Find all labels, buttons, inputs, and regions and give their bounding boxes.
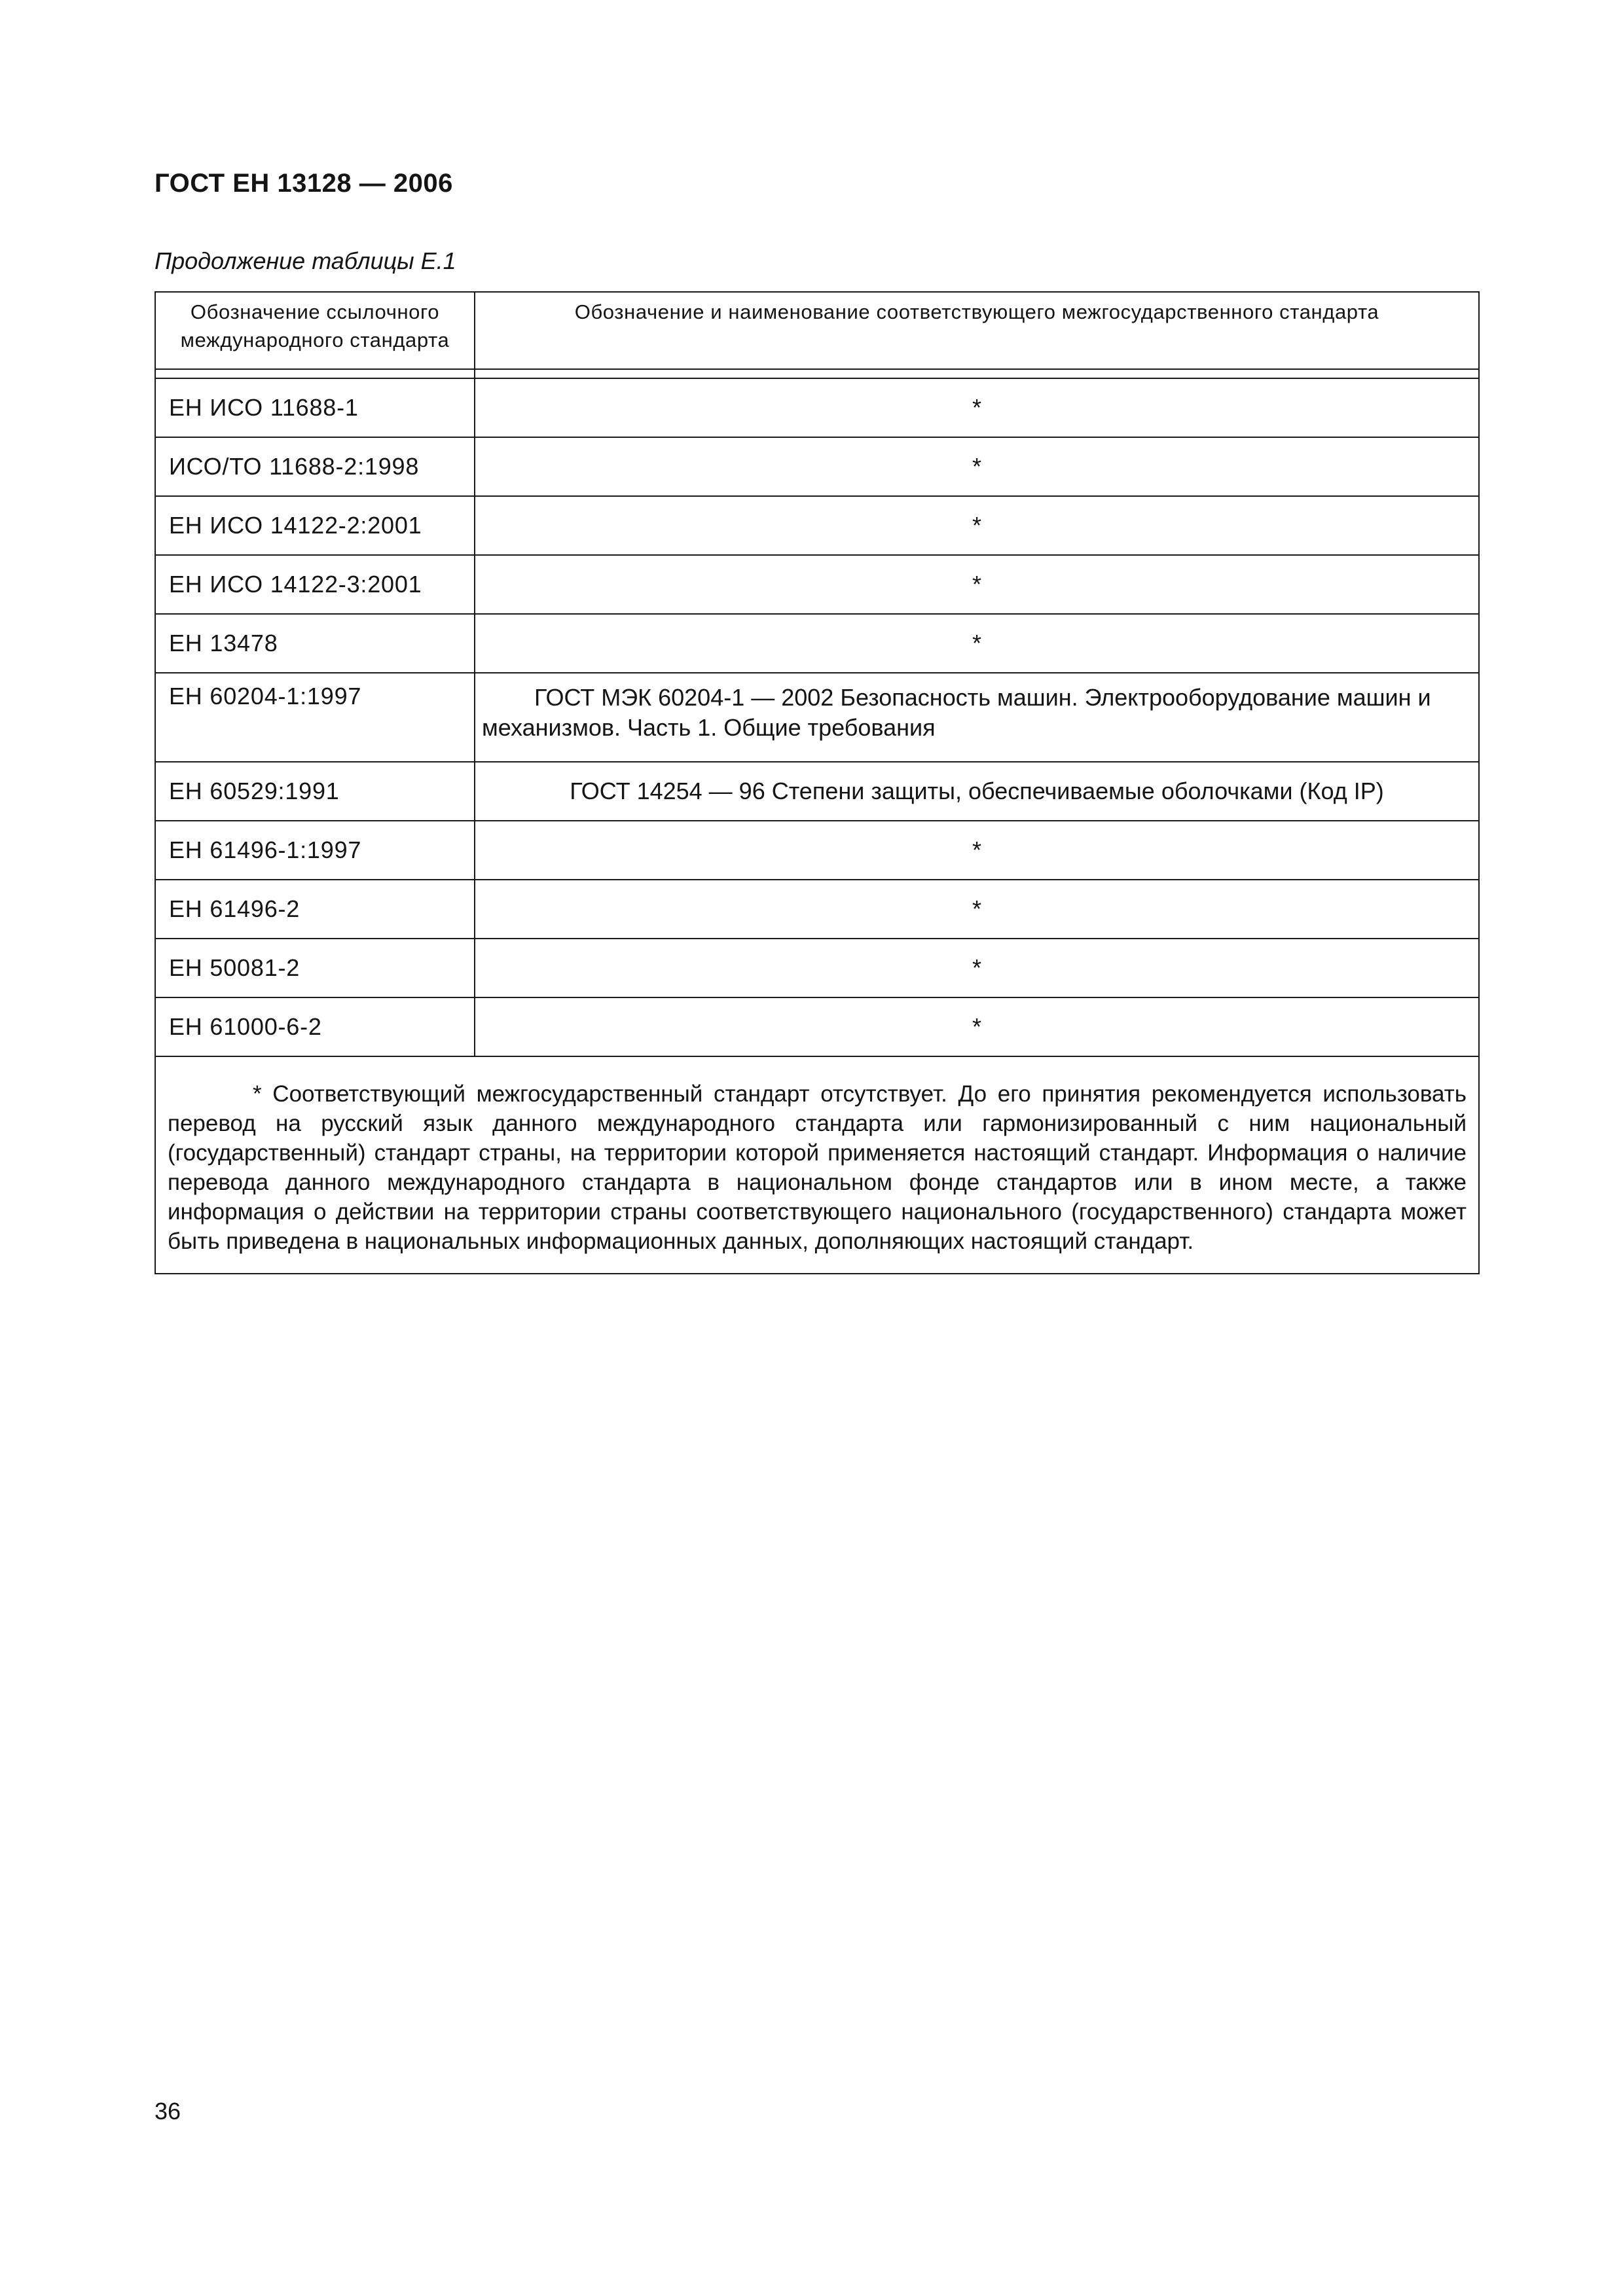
document-title: ГОСТ ЕН 13128 — 2006 [155, 169, 453, 198]
table-row [155, 821, 1479, 880]
interstate-standard-name: ГОСТ 14254 — 96 Степени защиты, обеспечиваемые оболочками (Код IP) [475, 762, 1479, 821]
footnote-row [155, 1056, 1479, 1274]
table-header-row [155, 292, 1479, 369]
interstate-standard-name: * [475, 880, 1479, 939]
interstate-standard-name: * [475, 437, 1479, 496]
ref-standard-code: ЕН 61496-1:1997 [155, 821, 475, 880]
standards-table [155, 291, 1480, 1274]
interstate-standard-name: * [475, 378, 1479, 437]
column-header-interstate-standard: Обозначение и наименование соответствующего межгосударственного стандарта [475, 292, 1479, 369]
interstate-standard-name: * [475, 614, 1479, 673]
ref-standard-code: ЕН ИСО 11688-1 [155, 378, 475, 437]
table-row [155, 997, 1479, 1056]
table-row [155, 939, 1479, 997]
interstate-standard-name: ГОСТ МЭК 60204-1 — 2002 Безопасность машин. Электрооборудование машин и механизмов. Часть 1. Общие требования [475, 673, 1479, 762]
table-caption: Продолжение таблицы Е.1 [155, 247, 456, 274]
table-row [155, 880, 1479, 939]
ref-standard-code: ЕН 61496-2 [155, 880, 475, 939]
ref-standard-code: ЕН 60204-1:1997 [155, 673, 475, 762]
table-row [155, 378, 1479, 437]
ref-standard-code: ЕН 13478 [155, 614, 475, 673]
ref-standard-code: ЕН 60529:1991 [155, 762, 475, 821]
interstate-standard-name: * [475, 555, 1479, 614]
ref-standard-code: ЕН 50081-2 [155, 939, 475, 997]
table-row [155, 437, 1479, 496]
interstate-standard-name: * [475, 821, 1479, 880]
table-row [155, 673, 1479, 762]
ref-standard-code: ИСО/ТО 11688-2:1998 [155, 437, 475, 496]
ref-standard-code: ЕН ИСО 14122-2:2001 [155, 496, 475, 555]
page-number: 36 [155, 2098, 181, 2125]
interstate-standard-name: * [475, 939, 1479, 997]
ref-standard-code: ЕН 61000-6-2 [155, 997, 475, 1056]
interstate-standard-name: * [475, 496, 1479, 555]
header-separator [155, 369, 1479, 378]
table-row [155, 496, 1479, 555]
table-row [155, 555, 1479, 614]
interstate-standard-name: * [475, 997, 1479, 1056]
ref-standard-code: ЕН ИСО 14122-3:2001 [155, 555, 475, 614]
table-footnote: * Соответствующий межгосударственный стандарт отсутствует. До его принятия рекомендуется использовать перевод на русский язык данного международного стандарта или гармонизированный с ним национальный (государственный) стандарт страны, на территории которой применяется настоящий стандарт. Информация о наличие перевода данного международного стандарта в национальном фонде стандартов или в ином месте, а также информация о действии на территории страны соответствующего национального (государственного) стандарта может быть приведена в национальных информационных данных, дополняющих настоящий стандарт. [155, 1056, 1479, 1274]
table-row [155, 614, 1479, 673]
table-row [155, 762, 1479, 821]
column-header-ref-standard: Обозначение ссылочного международного стандарта [155, 292, 475, 369]
